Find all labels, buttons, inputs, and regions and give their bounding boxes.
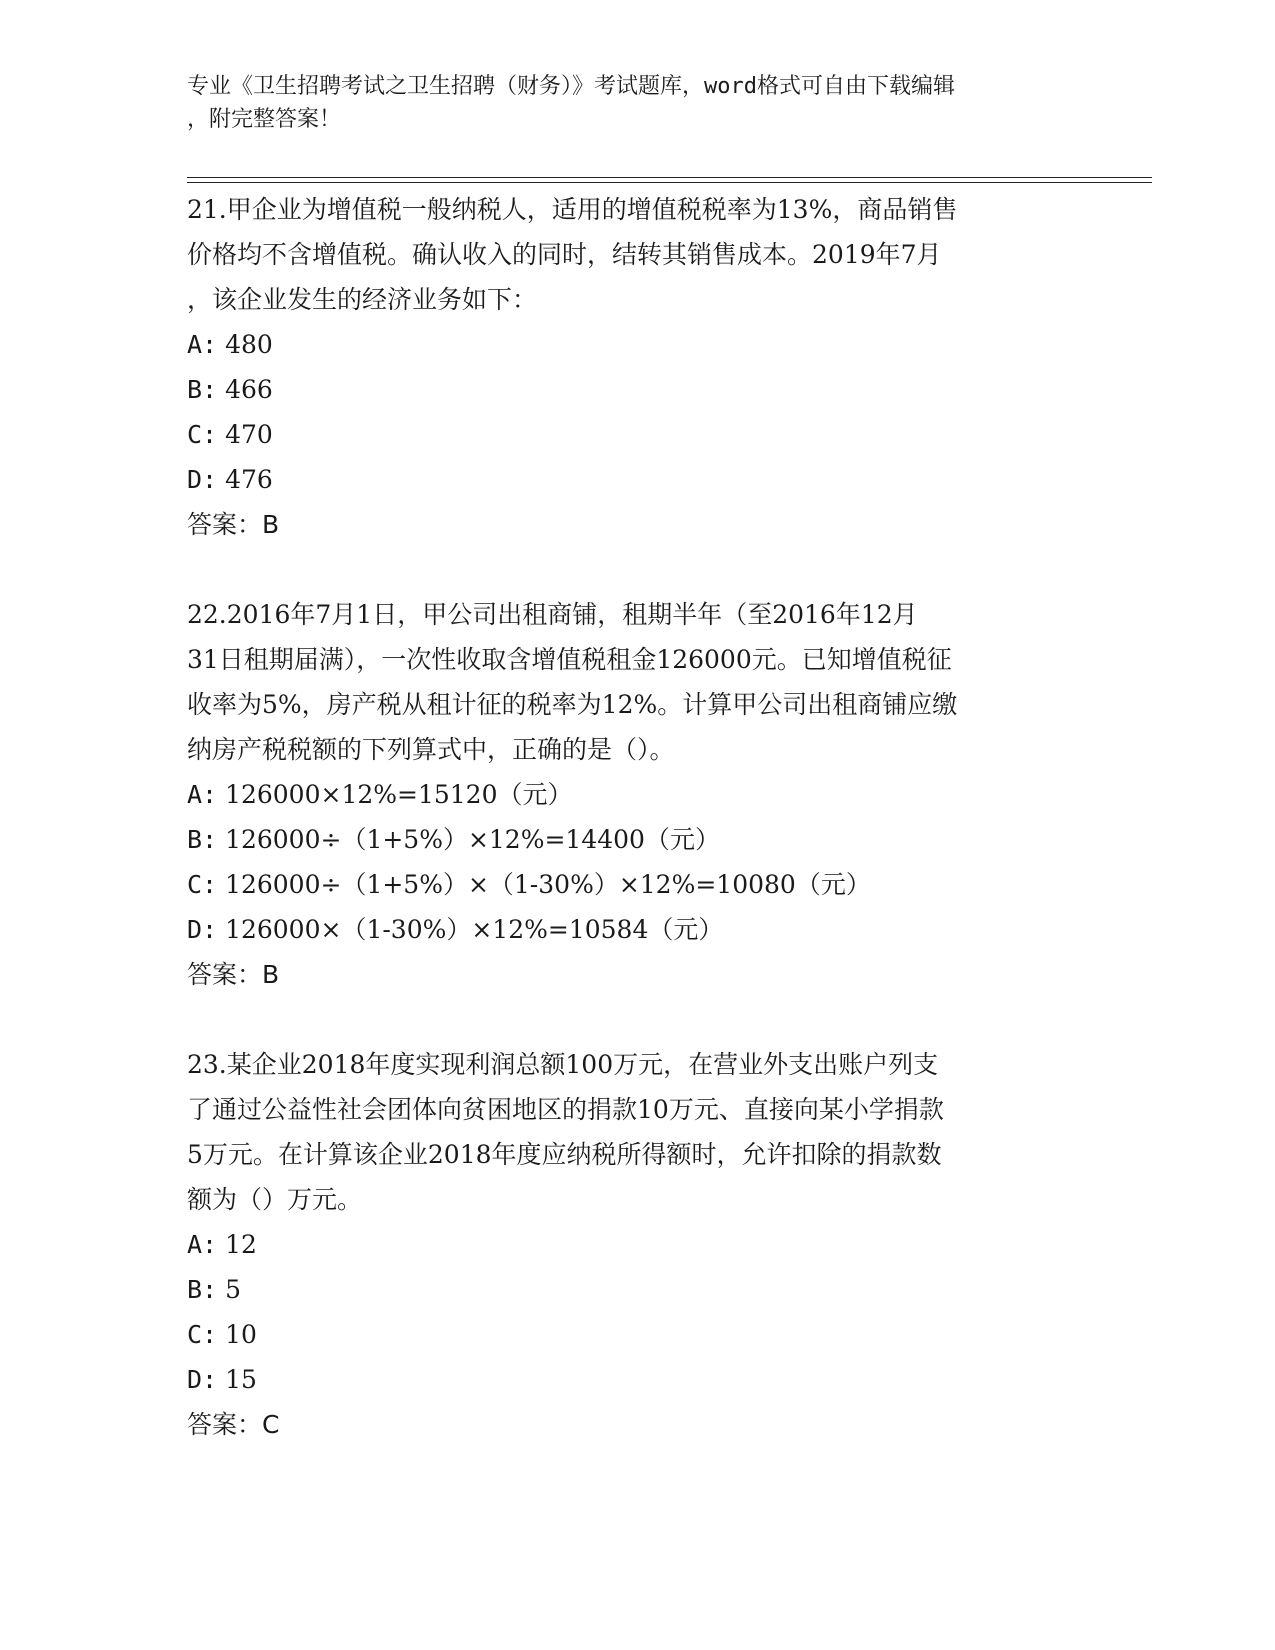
answer-line: 答案：B [187,960,280,989]
header-divider-top [187,177,1152,178]
option-text: 126000×（1-30%）×12%=10584（元） [225,915,724,944]
option-b [187,817,1087,862]
option-text: 466 [225,375,273,404]
option-text: 5 [225,1275,241,1304]
document-header [187,70,1067,136]
option-d [187,457,1087,502]
option-letter: C: [187,1320,218,1349]
option-d [187,907,1087,952]
option-letter: C: [187,420,218,449]
question-list [187,187,1087,1447]
option-text: 480 [225,330,273,359]
option-letter: A: [187,1230,218,1259]
option-c [187,862,1087,907]
option-letter: D: [187,465,218,494]
question-text-line: 22.2016年7月1日，甲公司出租商铺，租期半年（至2016年12月 [187,600,918,629]
question-text-line: 收率为5%，房产税从租计征的税率为12%。计算甲公司出租商铺应缴 [187,690,958,719]
answer-line: 答案：C [187,1410,280,1439]
option-letter: B: [187,375,218,404]
question-text-line: 21.甲企业为增值税一般纳税人，适用的增值税税率为13%，商品销售 [187,195,958,224]
option-text: 126000×12%=15120（元） [225,780,573,809]
question-text-line: 纳房产税税额的下列算式中，正确的是（）。 [187,735,675,764]
header-line: 专业《卫生招聘考试之卫生招聘（财务）》考试题库，word格式可自由下载编辑 [187,74,955,99]
option-a [187,772,1087,817]
option-text: 126000÷（1+5%）×（1-30%）×12%=10080（元） [225,870,871,899]
question-text-line: 23.某企业2018年度实现利润总额100万元，在营业外支出账户列支 [187,1050,939,1079]
option-letter: B: [187,825,218,854]
option-letter: B: [187,1275,218,1304]
option-text: 126000÷（1+5%）×12%=14400（元） [225,825,720,854]
option-text: 12 [225,1230,257,1259]
option-b [187,1267,1087,1312]
question-text-line: ，该企业发生的经济业务如下： [187,285,538,314]
option-a [187,1222,1087,1267]
option-d [187,1357,1087,1402]
question-text-line: 额为（）万元。 [187,1185,363,1214]
option-c [187,1312,1087,1357]
option-text: 10 [225,1320,257,1349]
question-text-line: 价格均不含增值税。确认收入的同时，结转其销售成本。2019年7月 [187,240,942,269]
question-text-line: 5万元。在计算该企业2018年度应纳税所得额时，允许扣除的捐款数 [187,1140,942,1169]
header-line: ，附完整答案！ [187,107,342,132]
option-c [187,412,1087,457]
option-letter: D: [187,915,218,944]
question-text-line: 31日租期届满），一次性收取含增值税租金126000元。已知增值税征 [187,645,952,674]
option-letter: D: [187,1365,218,1394]
header-divider-bottom [187,182,1152,183]
option-letter: C: [187,870,218,899]
answer-line: 答案：B [187,510,280,539]
option-b [187,367,1087,412]
question-23 [187,1042,1087,1447]
question-22 [187,592,1087,997]
option-letter: A: [187,330,218,359]
option-a [187,322,1087,367]
option-text: 470 [225,420,273,449]
option-text: 476 [225,465,273,494]
option-text: 15 [225,1365,257,1394]
option-letter: A: [187,780,218,809]
question-21 [187,187,1087,547]
question-text-line: 了通过公益性社会团体向贫困地区的捐款10万元、直接向某小学捐款 [187,1095,944,1124]
